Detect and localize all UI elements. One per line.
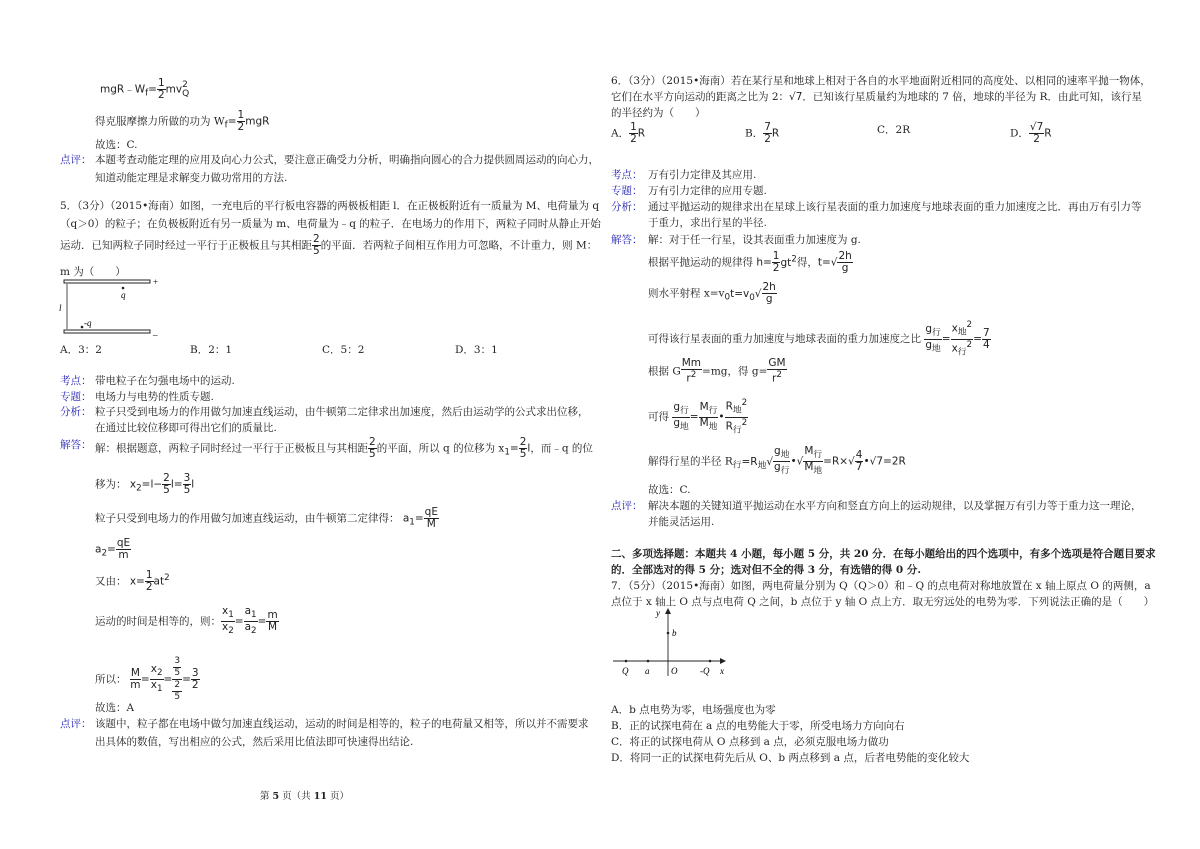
q5-line-1: 5．（3分）（2015•海南）如图，一充电后的平行板电容器的两极板相距 l．在正极板附近有一质量为 M、电荷量为 q (60, 200, 600, 212)
page-footer: 第 5 页（共 11 页） (260, 791, 349, 802)
q5-answer: 故选：A (95, 702, 135, 714)
q6-option-d: D． $\frac{√7}{2}$ R (1010, 121, 1052, 145)
q6-line-1: 6．（3分）（2015•海南）若在某行星和地球上相对于各自的水平地面附近相同的高度处、以相同的速率平抛一物体， (611, 75, 1151, 87)
plus-label: + (153, 277, 159, 287)
q6-line-3: 的半径约为（ ） (611, 107, 706, 119)
q5-solution-3: 粒子只受到电场力的作用做匀加速直线运动，由牛顿第二定律得： $a_1=$ $\frac{qE}{M}$ (95, 506, 438, 530)
q7-option-c: C．将正的试探电荷从 O 点移到 a 点，必须克服电场力做功 (611, 736, 889, 748)
q6-jieda-tag: 解答： (611, 234, 643, 246)
O-label: O (671, 666, 678, 676)
l-label: l (59, 303, 62, 313)
q-label: q (121, 290, 126, 300)
q7-option-b: B．正的试探电荷在 a 点的电势能大于零，所受电场力方向向右 (611, 720, 905, 732)
q4-comment-tag: 点评： (60, 154, 92, 166)
q7-line-2: 点位于 x 轴上 O 点与点电荷 Q 之间，b 点位于 y 轴 O 点上方．取无穷远处的电势为零．下列说法正确的是（ ） (611, 596, 1155, 608)
q6-solution-2: 根据平抛运动的规律得 h= $\frac{1}{2}$ $gt^2$得，t=√ $\frac{2h}{g}$ (648, 250, 852, 274)
q5-line-4: m 为（ ） (60, 266, 126, 278)
x-label: x (720, 666, 724, 676)
q7-line-1: 7．（5分）（2015•海南）如图，两电荷量分别为 Q（Q＞0）和﹣Q 的点电荷对称地放置在 x 轴上原点 O 的两侧，a (611, 580, 1151, 592)
minus-label: – (153, 330, 158, 340)
q6-comment-tag: 点评： (611, 500, 643, 512)
a-label: a (645, 666, 650, 676)
q5-fenxi-2: 在通过比较位移即可得出它们的质量比. (95, 422, 277, 434)
q6-solution-5: 根据 G $\frac{Mm}{r^2}$ =mg，得 g= $\frac{GM}{r^2}$ (648, 357, 786, 385)
x-axis-arrow (720, 658, 726, 664)
q6-option-b: B． $\frac{7}{2}$ R (745, 121, 780, 145)
q6-solution-4: 可得该行星表面的重力加速度与地球表面的重力加速度之比 $\frac{g_行}{g_地}$ = $\frac{x_地^2}{x_行^2}$ = $\frac{7}{4}$ (648, 320, 990, 358)
charges-axes-figure (608, 606, 733, 682)
q5-zhuanti-tag: 专题： (60, 391, 92, 403)
q5-solution-2: 移为： $x_2=l-$ $\frac{2}{5}$ l= $\frac{3}{5}$ l (95, 472, 195, 496)
q4-equation: $mgR﹣W_f=$ $\frac{1}{2}$ mv 2 Q (100, 77, 190, 101)
q5-solution-7: 所以： $\frac{M}{m}$ = $\frac{x_2}{x_1}$ = 3 5 2 5 = $\frac{3}{2}$ (95, 656, 199, 702)
q4-work: 得克服摩擦力所做的功为 $W_f=$ $\frac{1}{2}$ mgR (95, 109, 270, 133)
q6-line-2: 它们在水平方向运动的距离之比为 2：√7．已知该行星质量约为地球的 7 倍，地球的半径为 R．由此可知，该行星 (611, 91, 1143, 103)
point-a (647, 660, 650, 663)
q5-option-d: D．3：1 (455, 344, 498, 356)
q5-line-3: 运动．已知两粒子同时经过一平行于正极板且与其相距 $\frac{2}{5}$ 的平面．若两粒子间相互作用力可忽略，不计重力，则 M： (60, 233, 598, 257)
section-2-line-2: 的．全部选对的得 5 分；选对但不全的得 3 分，有选错的得 0 分. (611, 564, 922, 576)
capacitor-figure (56, 276, 166, 342)
q5-comment-tag: 点评： (60, 718, 92, 730)
section-2-line-1: 二、多项选择题：本题共 4 小题，每小题 5 分，共 20 分．在每小题给出的四个选项中，有多个选项是符合题目要求 (611, 548, 1156, 560)
q5-zhuanti: 电场力与电势的性质专题. (95, 391, 214, 403)
q4-answer: 故选：C. (95, 139, 138, 151)
q5-comment-1: 该题中，粒子都在电场中做匀加速直线运动，运动的时间是相等的，粒子的电荷量又相等，所以并不需要求 (95, 718, 589, 730)
q6-comment-2: 并能灵活运用. (648, 516, 715, 528)
y-label: y (656, 608, 660, 618)
q6-fenxi-1: 通过平抛运动的规律求出在星球上该行星表面的重力加速度与地球表面的重力加速度之比．再由万有引力等 (648, 201, 1142, 213)
q5-line-2: （q＞0）的粒子；在负极板附近有另一质量为 m、电荷量为﹣q 的粒子．在电场力的作用下，两粒子同时从静止开始 (60, 218, 601, 230)
q6-solution-1: 解：对于任一行星，设其表面重力加速度为 g. (648, 234, 861, 246)
negative-plate (64, 330, 150, 333)
q6-comment-1: 解决本题的关键知道平抛运动在水平方向和竖直方向上的运动规律，以及掌握万有引力等于重力这一理论， (648, 500, 1142, 512)
q4-comment-2: 知道动能定理是求解变力做功常用的方法. (95, 172, 288, 184)
q5-solution-5: 又由： x= $\frac{1}{2}$ $at^2$ (95, 569, 170, 593)
q6-option-c: C．2R (877, 124, 911, 136)
q4-comment-1: 本题考查动能定理的应用及向心力公式，要注意正确受力分析，明确指向圆心的合力提供圆周运动的向心力， (95, 154, 599, 166)
q6-fenxi-tag: 分析： (611, 201, 643, 213)
q7-option-d: D．将同一正的试探电荷先后从 O、b 两点移到 a 点，后者电势能的变化较大 (611, 752, 970, 764)
q5-solution-1: 解：根据题意，两粒子同时经过一平行于正极板且与其相距 $\frac{2}{5}$ 的平面，所以 q 的位移为 $x_1=$ $\frac{2}{5}$ l，而﹣q 的位 (95, 436, 593, 460)
q6-kaodian: 万有引力定律及其应用. (648, 169, 757, 181)
q5-option-c: C．5：2 (322, 344, 365, 356)
positive-plate (64, 280, 150, 283)
q5-option-a: A．3：2 (60, 344, 102, 356)
minus-Q-label: -Q (700, 666, 710, 676)
q5-solution-6: 运动的时间是相等的，则： $\frac{x_1}{x_2}$ = $\frac{a_1}{a_2}$ = $\frac{m}{M}$ (95, 605, 278, 637)
q6-option-a: A． $\frac{1}{2}$ R (611, 121, 646, 145)
q5-kaodian-tag: 考点： (60, 375, 92, 387)
q5-fenxi-1: 粒子只受到电场力的作用做匀加速直线运动，由牛顿第二定律求出加速度，然后由运动学的公式求出位移， (95, 406, 589, 418)
q5-comment-2: 出具体的数值，写出相应的公式，然后采用比值法即可快速得出结论. (95, 736, 414, 748)
q6-fenxi-2: 于重力，求出行星的半径. (648, 217, 767, 229)
q6-solution-7: 解得行星的半径 $R_行=R_地√$ $\frac{g_地}{g_行}$ •√ $\frac{M_行}{M_地}$ =R×√ $\frac{4}{7}$ •√7=2R (648, 445, 906, 477)
q6-zhuanti-tag: 专题： (611, 185, 643, 197)
minus-q-label: -q (84, 318, 92, 328)
q5-solution-4: $a_2=$ $\frac{qE}{m}$ (95, 537, 131, 561)
q6-kaodian-tag: 考点： (611, 169, 643, 181)
y-axis-arrow (665, 608, 671, 614)
q6-solution-6: 可得 $\frac{g_行}{g_地}$ = $\frac{M_行}{M_地}$ • $\frac{R_地^2}{R_行^2}$ (648, 398, 748, 436)
q5-kaodian: 带电粒子在匀强电场中的运动. (95, 375, 235, 387)
q6-solution-3: 则水平射程 $x=v_0t=v_0√$ $\frac{2h}{g}$ (648, 281, 776, 305)
q5-option-b: B．2：1 (190, 344, 233, 356)
b-label: b (672, 628, 677, 638)
charge-minus-q (709, 660, 712, 663)
q5-jieda-tag: 解答： (60, 439, 92, 451)
q5-fenxi-tag: 分析： (60, 406, 92, 418)
q6-answer: 故选：C. (648, 484, 691, 496)
q6-zhuanti: 万有引力定律的应用专题. (648, 185, 767, 197)
particle-q (122, 287, 125, 290)
point-b (667, 632, 670, 635)
particle-minus-q (81, 326, 84, 329)
q7-option-a: A．b 点电势为零，电场强度也为零 (611, 704, 776, 716)
charge-q (625, 660, 628, 663)
Q-label: Q (622, 666, 629, 676)
